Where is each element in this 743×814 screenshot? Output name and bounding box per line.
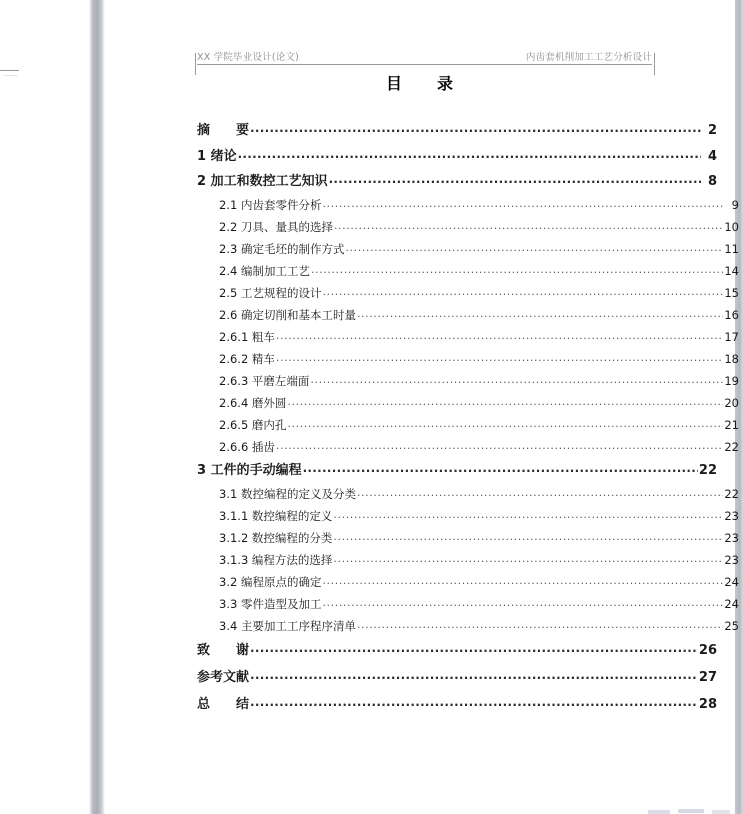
toc-leader-dots [311, 259, 723, 281]
toc-entry-label: 3.1.1 数控编程的定义 [219, 509, 333, 523]
toc-entry-label: 2.6.2 精车 [219, 352, 275, 366]
toc-leader-dots [250, 635, 698, 662]
toc-leader-dots [250, 689, 698, 716]
toc-entry-label: 1 绪论 [197, 149, 237, 164]
toc-entry[interactable] [197, 571, 739, 593]
toc-entry[interactable] [197, 304, 739, 326]
toc-entry[interactable] [197, 194, 739, 216]
toc-entry-page-number: 21 [724, 418, 739, 432]
toc-entry[interactable] [197, 348, 739, 370]
toc-entry[interactable] [197, 282, 739, 304]
toc-entry-page-number: 8 [707, 174, 717, 189]
toc-entry[interactable] [197, 458, 717, 483]
toc-entry-page-number: 28 [698, 697, 717, 712]
toc-entry[interactable] [197, 527, 739, 549]
toc-entry[interactable] [197, 593, 739, 615]
document-page [105, 0, 739, 814]
page-scroll-band[interactable] [89, 0, 105, 814]
toc-entry-page-number: 25 [724, 619, 739, 633]
toc-entry[interactable] [197, 664, 717, 691]
toc-entry-label: 2.2 刀具、量具的选择 [219, 220, 333, 234]
toc-entry-label: 2.3 确定毛坯的制作方式 [219, 242, 345, 256]
toc-entry[interactable] [197, 144, 717, 169]
toc-entry-label: 3.2 编程原点的确定 [219, 575, 322, 589]
toc-entry-label: 3.1.3 编程方法的选择 [219, 553, 333, 567]
left-gutter [0, 0, 89, 814]
toc-entry[interactable] [197, 615, 739, 637]
toc-entry-page-number: 26 [698, 643, 717, 658]
running-header-rule [197, 64, 652, 65]
toc-entry-page-number: 23 [724, 553, 739, 567]
toc-entry-label: 3.3 零件造型及加工 [219, 597, 322, 611]
toc-leader-dots [333, 504, 723, 526]
toc-leader-dots [322, 281, 723, 303]
toc-entry-page-number: 19 [724, 374, 739, 388]
toc-entry-page-number: 15 [724, 286, 739, 300]
toc-leader-dots [334, 215, 723, 237]
toc-leader-dots [303, 456, 698, 481]
toc-entry-label: 总 结 [197, 697, 250, 712]
toc-entry[interactable] [197, 505, 739, 527]
toc-entry-label: 3.1 数控编程的定义及分类 [219, 487, 356, 501]
toc-entry[interactable] [197, 216, 739, 238]
toc-entry-page-number: 4 [707, 149, 717, 164]
toc-entry[interactable] [197, 549, 739, 571]
toc-entry-page-number: 14 [724, 264, 739, 278]
toc-entry-page-number: 22 [724, 487, 739, 501]
running-header-left: XX 学院毕业设计(论文) [197, 52, 300, 63]
running-header-right: 内齿套机削加工工艺分析设计 [525, 52, 652, 63]
toc-entry-page-number: 10 [724, 220, 739, 234]
toc-entry-label: 2.6 确定切削和基本工时量 [219, 308, 356, 322]
toc-entry-label: 3 工件的手动编程 [197, 463, 302, 478]
toc-entry[interactable] [197, 117, 717, 144]
toc-entry-page-number: 22 [724, 440, 739, 454]
running-header-row [197, 46, 652, 64]
toc-leader-dots [345, 237, 723, 259]
toc-entry-label: 3.4 主要加工工序程序清单 [219, 619, 356, 633]
toc-entry-page-number: 24 [724, 597, 739, 611]
toc-entry-label: 2.5 工艺规程的设计 [219, 286, 322, 300]
toc-entry-label: 2.6.1 粗车 [219, 330, 275, 344]
toc-leader-dots [287, 391, 723, 413]
toc-entry-page-number: 17 [724, 330, 739, 344]
toc-entry-label: 摘 要 [197, 123, 250, 138]
toc-entry[interactable] [197, 691, 717, 718]
toc-entry-label: 2.1 内齿套零件分析 [219, 198, 322, 212]
toc-leader-dots [357, 614, 723, 636]
toc-entry[interactable] [197, 238, 739, 260]
toc-entry-label: 2.4 编制加工工艺 [219, 264, 310, 278]
toc-entry-label: 2 加工和数控工艺知识 [197, 174, 328, 189]
toc-entry[interactable] [197, 414, 739, 436]
toc-entry-label: 2.6.6 插齿 [219, 440, 275, 454]
toc-entry-page-number: 22 [698, 463, 717, 478]
toc-entry[interactable] [197, 392, 739, 414]
toc-entry-label: 2.6.4 磨外圆 [219, 396, 287, 410]
toc-entry-page-number: 16 [724, 308, 739, 322]
toc-entry[interactable] [197, 483, 739, 505]
toc-entry-page-number: 11 [724, 242, 739, 256]
toc-entry-label: 2.6.5 磨内孔 [219, 418, 287, 432]
toc-entry-page-number: 24 [724, 575, 739, 589]
toc-entry-label: 致 谢 [197, 643, 250, 658]
toc-entry-page-number: 23 [724, 509, 739, 523]
toc-entry[interactable] [197, 370, 739, 392]
margin-tick-mark [0, 70, 19, 71]
toc-leader-dots [333, 548, 723, 570]
toc-entry-label: 3.1.2 数控编程的分类 [219, 531, 333, 545]
toc-entry-page-number: 20 [724, 396, 739, 410]
page-title: 目 录 [385, 74, 454, 93]
toc-leader-dots [250, 115, 701, 142]
table-of-contents [197, 117, 739, 718]
bottom-edge-artifact [640, 807, 735, 814]
toc-leader-dots [250, 662, 698, 689]
toc-entry-page-number: 9 [731, 198, 739, 212]
toc-leader-dots [322, 570, 723, 592]
toc-entry-page-number: 23 [724, 531, 739, 545]
toc-entry-page-number: 27 [698, 670, 717, 685]
toc-entry[interactable] [197, 326, 739, 348]
toc-leader-dots [357, 482, 723, 504]
toc-entry-page-number: 18 [724, 352, 739, 366]
toc-leader-dots [357, 303, 723, 325]
toc-leader-dots [322, 592, 723, 614]
toc-leader-dots [276, 325, 723, 347]
toc-entry[interactable] [197, 169, 717, 194]
toc-leader-dots [333, 526, 723, 548]
toc-leader-dots [329, 167, 701, 192]
toc-leader-dots [310, 369, 723, 391]
running-header [197, 46, 652, 68]
toc-entry-page-number: 2 [707, 123, 717, 138]
toc-entry[interactable] [197, 436, 739, 458]
toc-leader-dots [276, 347, 723, 369]
toc-leader-dots [287, 413, 723, 435]
margin-tick-shadow [4, 75, 18, 76]
toc-entry-label: 2.6.3 平磨左端面 [219, 374, 310, 388]
toc-entry[interactable] [197, 260, 739, 282]
toc-entry[interactable] [197, 637, 717, 664]
toc-leader-dots [238, 142, 701, 167]
toc-leader-dots [322, 193, 723, 215]
toc-leader-dots [276, 435, 723, 457]
toc-entry-label: 参考文献 [197, 670, 250, 685]
